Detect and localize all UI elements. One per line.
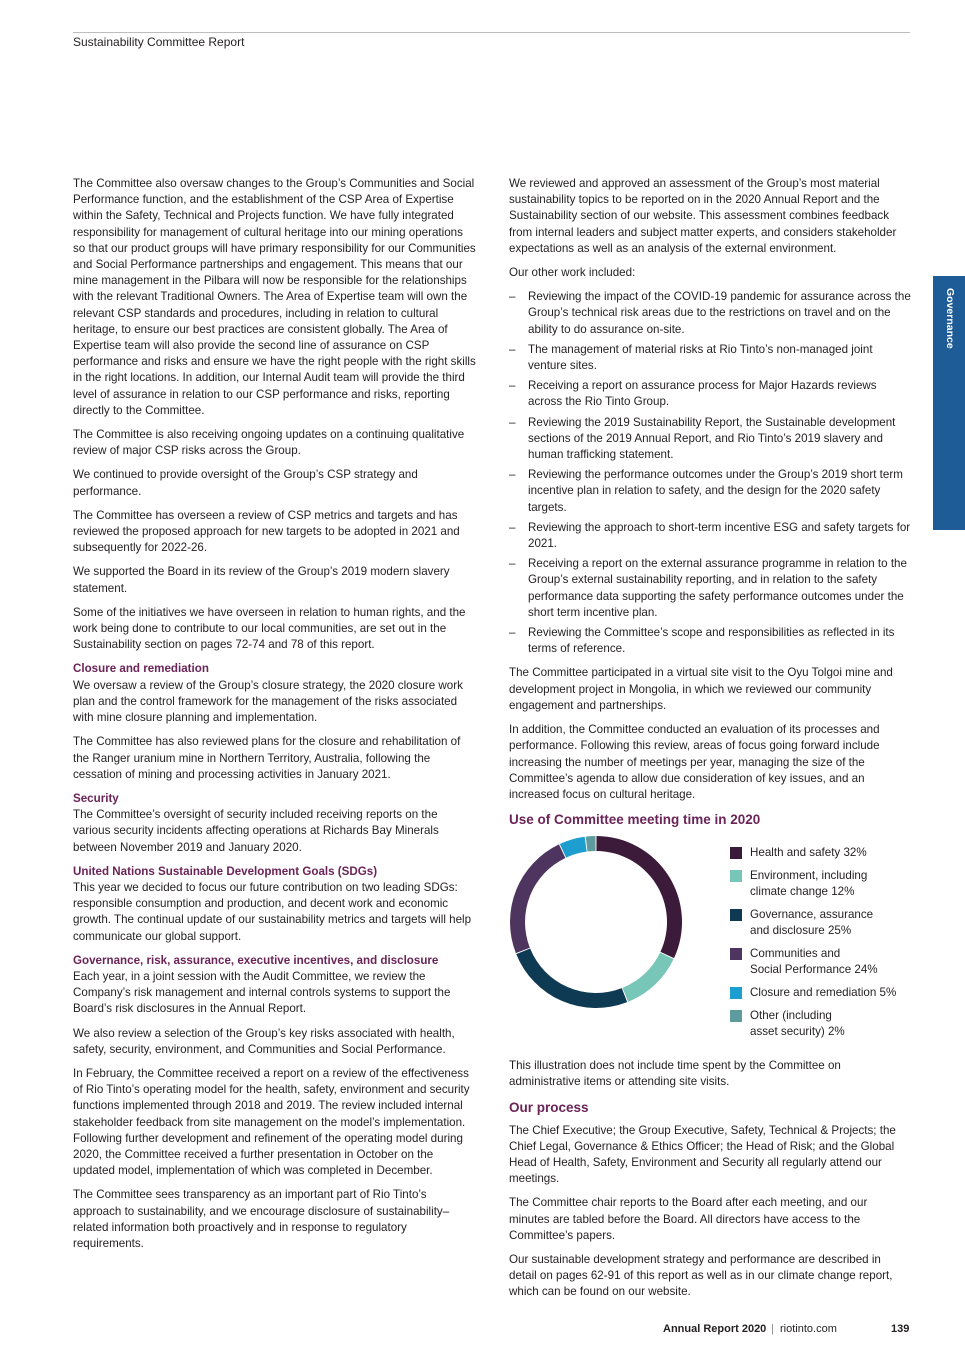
header-rule xyxy=(73,32,910,33)
other-work-list xyxy=(509,289,911,657)
paragraph: The Committee is also receiving ongoing updates on a continuing qualitative review of major CSP risks across the Group. xyxy=(73,428,465,458)
paragraph: Some of the initiatives we have overseen in relation to human rights, and the work being done to contribute to our local communities, are set out in the Sustainability section on pages 72-74 and 78 of this report. xyxy=(73,605,466,652)
footer-separator: | xyxy=(771,1323,774,1335)
section-heading-sdgs: United Nations Sustainable Development Goals (SDGs) xyxy=(73,864,378,878)
chart-legend xyxy=(730,845,912,1047)
legend-item xyxy=(730,845,912,861)
legend-label: Communities and xyxy=(750,947,841,961)
donut-slice xyxy=(623,953,674,1002)
paragraph: We reviewed and approved an assessment of the Group’s most material sustainability topics to be reported on in the 2020 Annual Report and the Sustainability section of our website. This assessment combines feedback from internal leaders and subject matter experts, and considers stakeholder expectations as well as an analysis of the external environment. xyxy=(509,177,897,255)
left-column xyxy=(73,176,478,1260)
paragraph: We supported the Board in its review of the Group’s 2019 modern slavery statement. xyxy=(73,565,450,595)
legend-label: Environment, including xyxy=(750,869,868,883)
legend-item xyxy=(730,868,912,900)
list-item: – Reviewing the approach to short-term incentive ESG and safety targets for 2021. xyxy=(509,520,911,552)
page-number: 139 xyxy=(891,1323,910,1335)
legend-label: Closure and remediation 5% xyxy=(750,986,897,1000)
legend-item xyxy=(730,946,912,978)
legend-item xyxy=(730,985,912,1001)
section-tab-governance[interactable] xyxy=(933,276,965,530)
donut-slice xyxy=(586,836,596,852)
paragraph: The Committee sees transparency as an important part of Rio Tinto’s approach to sustainability, and we encourage disclosure of sustainability–related information both proactively and in response to regulatory requirements. xyxy=(73,1188,450,1250)
paragraph: The Committee has overseen a review of CSP metrics and targets and has reviewed the proposed approach for new targets to be adopted in 2021 and subsequently for 2022-26. xyxy=(73,508,460,555)
paragraph: In February, the Committee received a report on a review of the effectiveness of Rio Tinto’s operating model for the health, safety, environment and security functions implemented through 2018 and 2019. The review included internal stakeholder feedback from site management on the model’s implementation. Following further development and refinement of the operating model during 2020, the Committee received a further presentation in October on the updated model, implementation of which was completed in December. xyxy=(73,1066,470,1178)
paragraph: Our other work included: xyxy=(509,266,636,280)
list-item: – Reviewing the performance outcomes under the Group’s 2019 short term incentive plan in relation to safety, and the design for the 2020 safety targets. xyxy=(509,467,911,516)
chart-title: Use of Committee meeting time in 2020 xyxy=(509,812,761,828)
legend-swatch xyxy=(730,1010,742,1022)
legend-swatch xyxy=(730,987,742,999)
list-item: – Receiving a report on assurance process for Major Hazards reviews across the Rio Tinto Group. xyxy=(509,378,911,410)
donut-chart-svg xyxy=(509,835,709,1035)
legend-swatch xyxy=(730,870,742,882)
paragraph: We oversaw a review of the Group’s closure strategy, the 2020 closure work plan and the control framework for the management of the risks associated with mine closure planning and implementation. xyxy=(73,678,463,725)
legend-label: Other (including xyxy=(750,1009,832,1023)
legend-item xyxy=(730,1008,912,1040)
legend-label: climate change 12% xyxy=(750,885,855,899)
list-item: – Reviewing the impact of the COVID-19 pandemic for assurance across the Group’s technical risk areas due to the restrictions on travel and on the ability to do assurance on-site. xyxy=(509,289,911,338)
paragraph: In addition, the Committee conducted an evaluation of its processes and performance. Following this review, areas of focus going forward include increasing the number of meetings per year, managing the size of the Committee’s agenda to allow due consideration of key issues, and an increased focus on cultural heritage. xyxy=(509,723,880,801)
paragraph: The Committee has also reviewed plans for the closure and rehabilitation of the Ranger uranium mine in Northern Territory, Australia, following the cessation of mining and processing activities in January 2021. xyxy=(73,735,461,781)
paragraph: Our sustainable development strategy and performance are described in detail on pages 62-91 of this report as well as in our climate change report, which can be found on our website. xyxy=(509,1252,893,1299)
section-heading-closure: Closure and remediation xyxy=(73,662,209,676)
list-item: – Reviewing the 2019 Sustainability Report, the Sustainable development sections of the 2019 Annual Report, and Rio Tinto’s 2019 slavery and human trafficking statement. xyxy=(509,415,911,464)
legend-swatch xyxy=(730,948,742,960)
legend-swatch xyxy=(730,847,742,859)
paragraph: The Committee also oversaw changes to the Group’s Communities and Social Performance function, and the establishment of the CSP Area of Expertise within the Safety, Technical and Projects function. We have fully integrated responsibility for management of cultural heritage into our mining operations so that our product groups will have primary responsibility for our Communities and Social Performance partnerships and engagement. This means that our mine management in the Pilbara will now be responsible for the relationships with the relevant Traditional Owners. The Area of Expertise team will own the relevant CSP standards and procedures, including in relation to cultural heritage, to ensure our best practices are consistent globally. The Area of Expertise team will also provide the second line of assurance on CSP performance and risks and ensure we have the right people with the right skills in the right locations. In addition, our Internal Audit team will provide the third level of assurance in relation to our CSP performance and risks, reporting directly to the Committee. xyxy=(73,177,476,417)
legend-label: Health and safety 32% xyxy=(750,846,867,860)
donut-slice xyxy=(510,845,565,954)
paragraph: The Chief Executive; the Group Executive, Safety, Technical & Projects; the Chief Legal, Governance & Ethics Officer; the Head of Risk; and the Global Head of Health, Safety, Environment and Security all regularly attend our meetings. xyxy=(509,1123,896,1186)
paragraph: The Committee chair reports to the Board after each meeting, and our minutes are tabled before the Board. All directors have access to the Committee’s papers. xyxy=(509,1196,868,1242)
page-header-title: Sustainability Committee Report xyxy=(73,35,245,49)
donut-slice xyxy=(560,837,587,858)
paragraph: This year we decided to focus our future contribution on two leading SDGs: responsible consumption and production, and decent work and economic growth. The continual update of our sustainability metrics and targets will help communicate our global support. xyxy=(73,880,472,943)
footer-report-title: Annual Report 2020 xyxy=(663,1323,767,1335)
legend-item xyxy=(730,907,912,939)
list-item: – Reviewing the Committee’s scope and responsibilities as reflected in its terms of reference. xyxy=(509,625,911,657)
paragraph: We also review a selection of the Group’s key risks associated with health, safety, security, environment, and Communities and Social Performance. xyxy=(73,1026,455,1056)
paragraph: Each year, in a joint session with the Audit Committee, we review the Company’s risk management and internal controls systems to support the Board’s risk disclosures in the Annual Report. xyxy=(73,969,451,1016)
right-column xyxy=(509,176,911,1309)
paragraph: The Committee participated in a virtual site visit to the Oyu Tolgoi mine and development project in Mongolia, in which we reviewed our community engagement and partnerships. xyxy=(509,666,893,712)
section-tab-label: Governance xyxy=(944,288,956,349)
paragraph: We continued to provide oversight of the Group’s CSP strategy and performance. xyxy=(73,468,418,498)
footer-website-link[interactable]: riotinto.com xyxy=(780,1323,837,1335)
legend-label: asset security) 2% xyxy=(750,1025,845,1039)
list-item: – The management of material risks at Rio Tinto’s non-managed joint venture sites. xyxy=(509,342,911,374)
chart-note: This illustration does not include time spent by the Committee on administrative items or attending site visits. xyxy=(509,1059,841,1089)
legend-label: and disclosure 25% xyxy=(750,924,852,938)
paragraph: The Committee’s oversight of security included receiving reports on the various security incidents affecting operations at Richards Bay Minerals between November 2019 and January 2020. xyxy=(73,808,439,854)
section-heading-our-process: Our process xyxy=(509,1099,589,1115)
donut-chart xyxy=(509,835,911,1050)
legend-label: Social Performance 24% xyxy=(750,963,878,977)
list-item: – Receiving a report on the external assurance programme in relation to the Group’s external sustainability reporting, and in relation to the safety performance data supporting the safety performance outcomes under the short term incentive plan. xyxy=(509,556,911,621)
section-heading-security: Security xyxy=(73,791,119,805)
legend-label: Governance, assurance xyxy=(750,908,874,922)
donut-slice xyxy=(596,836,682,958)
section-heading-governance: Governance, risk, assurance, executive incentives, and disclosure xyxy=(73,953,439,967)
legend-swatch xyxy=(730,909,742,921)
donut-slice xyxy=(516,949,627,1008)
